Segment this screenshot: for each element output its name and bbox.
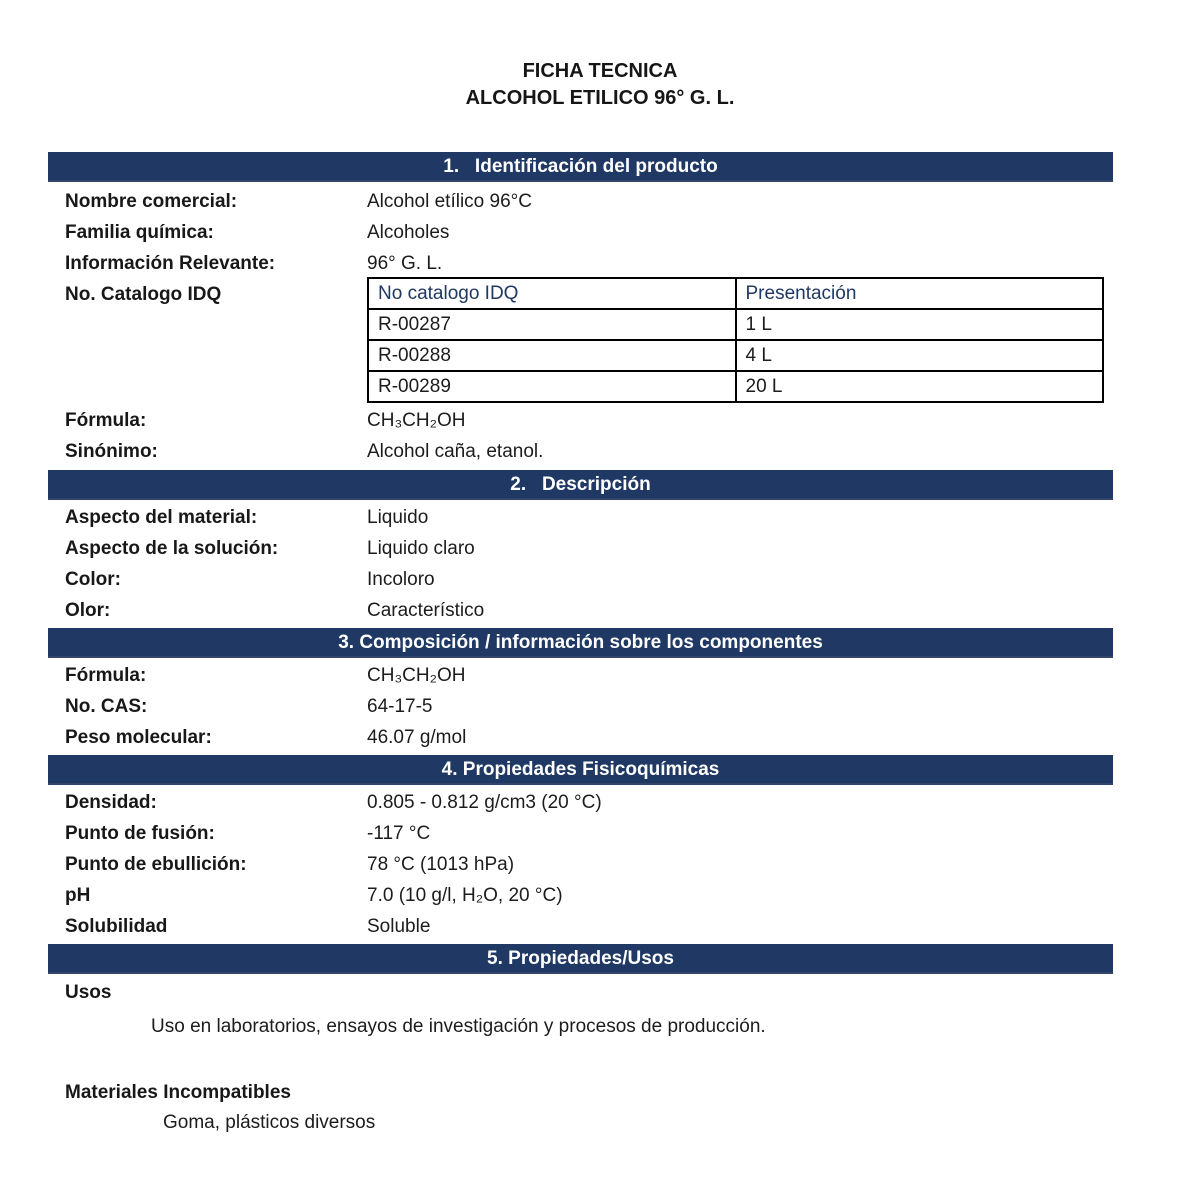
document-title-line1: FICHA TECNICA [522,60,678,82]
field-row-punto-fusion [48,818,1113,849]
field-value: 46.07 g/mol [367,727,467,748]
catalog-label: No. Catalogo IDQ [65,284,222,305]
field-row-aspecto-solucion [48,533,1113,564]
field-value: 0.805 - 0.812 g/cm3 (20 °C) [367,792,602,813]
materiales-incompatibles-text: Goma, plásticos diversos [163,1112,376,1133]
field-row-nombre-comercial [48,186,1113,217]
field-row-punto-ebullicion [48,849,1113,880]
field-label: Aspecto del material: [65,507,258,528]
field-value: Alcohol caña, etanol. [367,441,544,462]
field-row-informacion-relevante [48,248,1113,279]
field-value: CH₃CH₂OH [367,665,466,686]
field-label: Olor: [65,600,111,621]
section1-fields [48,186,1113,279]
field-value: Alcoholes [367,222,450,243]
field-row-formula-3 [48,660,1113,691]
section3-header-bar: 3. Composición / información sobre los componentes [48,628,1113,658]
usos-heading: Usos [65,982,112,1003]
field-row-solubilidad [48,911,1113,942]
field-row-familia-quimica [48,217,1113,248]
section4-header-bar: 4. Propiedades Fisicoquímicas [48,755,1113,785]
catalog-col-header: No catalogo IDQ [368,278,736,309]
field-row-color [48,564,1113,595]
field-value: Incoloro [367,569,435,590]
field-value: -117 °C [367,823,431,844]
field-row-densidad [48,787,1113,818]
field-label: Fórmula: [65,410,147,431]
document-title-block [0,0,1200,112]
section5-header-bar: 5. Propiedades/Usos [48,944,1113,974]
field-value: Soluble [367,916,431,937]
catalog-table-row [368,340,1103,371]
field-label: Aspecto de la solución: [65,538,279,559]
field-value: Característico [367,600,485,621]
field-label: Sinónimo: [65,441,158,462]
catalog-table-row [368,371,1103,402]
usos-text: Uso en laboratorios, ensayos de investigación y procesos de producción. [151,1016,766,1037]
field-value: Alcohol etílico 96°C [367,191,532,212]
field-value: 78 °C (1013 hPa) [367,854,515,875]
field-row-formula [48,405,1113,436]
field-value: 96° G. L. [367,253,443,274]
field-label: Punto de ebullición: [65,854,247,875]
document-body [48,152,1113,1136]
section4-fields [48,787,1113,942]
catalog-number-cell: R-00289 [368,371,736,402]
field-label: Nombre comercial: [65,191,238,212]
field-label: Fórmula: [65,665,147,686]
field-label: Densidad: [65,792,157,813]
catalog-row [48,279,1113,403]
field-label: Color: [65,569,121,590]
materiales-incompatibles-heading: Materiales Incompatibles [65,1082,291,1103]
field-label: No. CAS: [65,696,148,717]
document-title-line2: ALCOHOL ETILICO 96° G. L. [465,87,735,109]
catalog-table [367,277,1104,403]
catalog-table-row [368,309,1103,340]
field-value: 64-17-5 [367,696,433,717]
field-label: Información Relevante: [65,253,276,274]
field-value: CH₃CH₂OH [367,410,466,431]
presentation-cell: 1 L [736,309,1104,340]
section1-fields-bottom [48,405,1113,467]
field-row-sinonimo [48,436,1113,467]
section1-header-bar: 1. Identificación del producto [48,152,1113,182]
field-label: Peso molecular: [65,727,212,748]
field-label: Solubilidad [65,916,168,937]
field-value: Liquido [367,507,429,528]
section2-fields [48,502,1113,626]
field-value: 7.0 (10 g/l, H₂O, 20 °C) [367,885,563,906]
field-row-aspecto-material [48,502,1113,533]
field-row-no-cas [48,691,1113,722]
catalog-number-cell: R-00287 [368,309,736,340]
field-row-olor [48,595,1113,626]
presentation-cell: 4 L [736,340,1104,371]
field-row-ph [48,880,1113,911]
field-value: Liquido claro [367,538,475,559]
presentation-cell: 20 L [736,371,1104,402]
catalog-table-header-row [368,278,1103,309]
catalog-number-cell: R-00288 [368,340,736,371]
field-row-peso-molecular [48,722,1113,753]
field-label: Familia química: [65,222,214,243]
field-label: pH [65,885,91,906]
field-label: Punto de fusión: [65,823,215,844]
section2-header-bar: 2. Descripción [48,470,1113,500]
presentation-col-header: Presentación [736,278,1104,309]
section3-fields [48,660,1113,753]
